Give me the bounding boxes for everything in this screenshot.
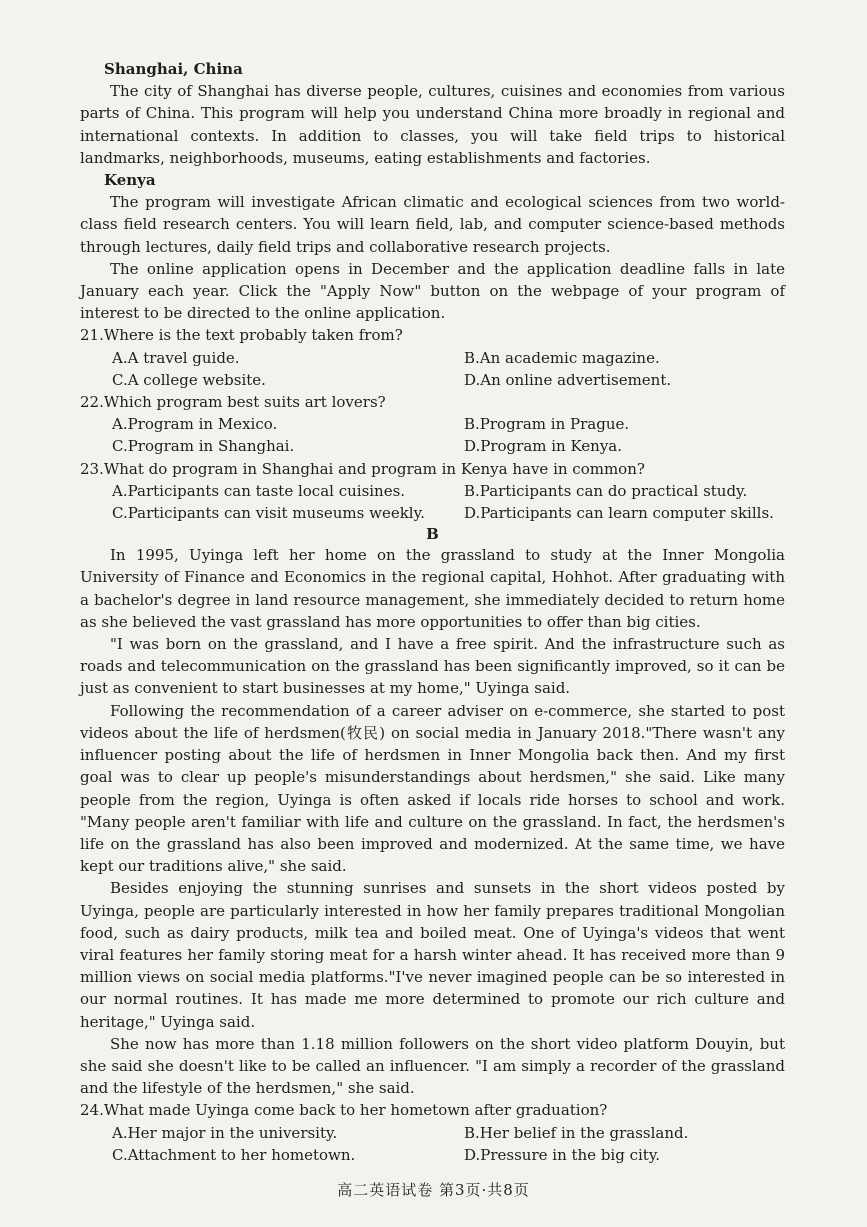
question-stem: 24.What made Uyinga come back to her hometown after graduation? [80, 1101, 608, 1120]
application-paragraph: The online application opens in December and the application deadline falls in late January each year. Click the "Apply Now" button on the webpage of your program of interest to be directed to the online application. [80, 259, 785, 323]
option-b: B.Program in Prague. [464, 415, 630, 434]
option-c: C.Participants can visit museums weekly. [112, 504, 425, 523]
kenya-heading: Kenya [104, 171, 156, 190]
question-options [80, 347, 785, 391]
passage-b-paragraph-4: Besides enjoying the stunning sunrises and sunsets in the short videos posted by Uyinga, people are particularly interested in how her family prepares traditional Mongolian food, such as dairy products, milk tea and boiled meat. One of Uyinga's videos that went viral features her family storing meat for a harsh winter ahead. It has received more than 9 million views on social media platforms."I've never imagined people can be so interested in our normal routines. It has made me more determined to promote our rich culture and heritage," Uyinga said. [80, 879, 785, 1031]
question-24 [80, 1099, 785, 1166]
passage-b-paragraph-5: She now has more than 1.18 million followers on the short video platform Douyin, but she said she doesn't like to be called an influencer. "I am simply a recorder of the grassland and the lifestyle of the herdsmen," she said. [80, 1034, 785, 1098]
option-a: A.Participants can taste local cuisines. [112, 481, 406, 500]
question-21 [80, 324, 785, 391]
question-options [80, 480, 785, 524]
passage-b-paragraph-3: Following the recommendation of a career adviser on e-commerce, she started to post videos about the life of herdsmen(牧民) on social media in January 2018."There wasn't any influencer posting about the life of herdsmen in Inner Mongolia back then. And my first goal was to clear up people's misunderstandings about herdsmen," she said. Like many people from the region, Uyinga is often asked if locals ride horses to school and work. "Many people aren't familiar with life and culture on the grassland. In fact, the herdsmen's life on the grassland has also been improved and modernized. At the same time, we have kept our traditions alive," she said. [80, 701, 785, 876]
option-b: B.An academic magazine. [464, 348, 660, 367]
option-d: D.Program in Kenya. [464, 437, 623, 456]
question-23 [80, 458, 785, 525]
option-c: C.Program in Shanghai. [112, 437, 295, 456]
shanghai-heading: Shanghai, China [104, 60, 243, 78]
shanghai-paragraph: The city of Shanghai has diverse people, cultures, cuisines and economies from various parts of China. This program will help you understand China more broadly in regional and international contexts. In addition to classes, you will take field trips to historical landmarks, neighborhoods, museums, eating establishments and factories. [80, 82, 785, 167]
kenya-paragraph: The program will investigate African climatic and ecological sciences from two world-class field research centers. You will learn field, lab, and computer science-based methods through lectures, daily field trips and collaborative research projects. [80, 193, 785, 256]
passage-b-paragraph-2: "I was born on the grassland, and I have a free spirit. And the infrastructure such as roads and telecommunication on the grassland has been significantly improved, so it can be just as convenient to start businesses at my home," Uyinga said. [80, 635, 785, 698]
option-d: D.Pressure in the big city. [464, 1145, 661, 1164]
question-stem: 23.What do program in Shanghai and program in Kenya have in common? [80, 459, 645, 478]
option-d: D.An online advertisement. [464, 370, 672, 389]
option-a: A.Program in Mexico. [112, 415, 278, 434]
page-footer: 高二英语试卷 第3页·共8页 [337, 1180, 530, 1199]
question-stem: 22.Which program best suits art lovers? [80, 393, 386, 412]
option-a: A.Her major in the university. [112, 1123, 338, 1142]
question-stem: 21.Where is the text probably taken from? [80, 326, 403, 345]
passage-b-paragraph-1: In 1995, Uyinga left her home on the grassland to study at the Inner Mongolia University of Finance and Economics in the regional capital, Hohhot. After graduating with a bachelor's degree in land resource management, she immediately decided to return home as she believed the vast grassland has more opportunities to offer than big cities. [80, 546, 785, 631]
question-options [80, 1122, 785, 1166]
option-d: D.Participants can learn computer skills. [464, 504, 774, 523]
question-options [80, 413, 785, 457]
option-c: C.A college website. [112, 370, 266, 389]
section-b-heading: B [426, 525, 439, 544]
option-b: B.Her belief in the grassland. [464, 1123, 689, 1142]
option-c: C.Attachment to her hometown. [112, 1145, 356, 1164]
option-b: B.Participants can do practical study. [464, 481, 748, 500]
question-22 [80, 391, 785, 458]
option-a: A.A travel guide. [112, 348, 240, 367]
